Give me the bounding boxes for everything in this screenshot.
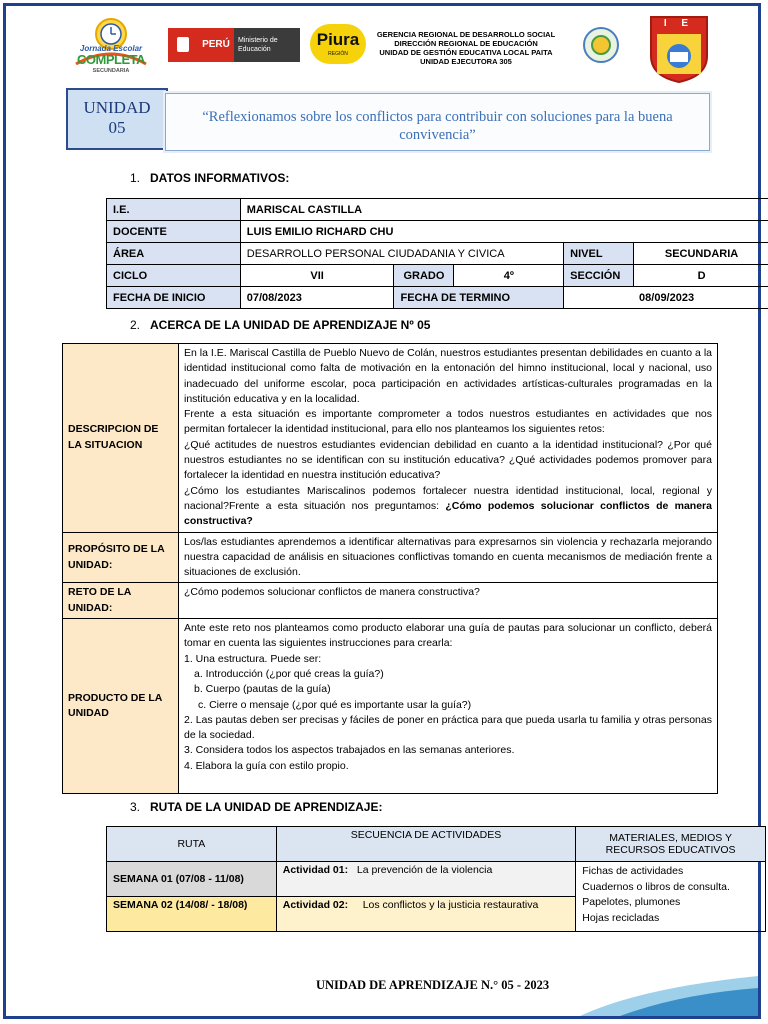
area-value: DESARROLLO PERSONAL CIUDADANIA Y CIVICA: [240, 243, 563, 265]
section-title: ACERCA DE LA UNIDAD DE APRENDIZAJE Nº 05: [150, 318, 431, 332]
regional-seal-icon: [582, 26, 620, 64]
ciclo-label: CICLO: [107, 265, 241, 287]
peru-label: PERÚ: [198, 28, 234, 62]
producto-line: 2. Las pautas deben ser precisas y fáciles de poner en práctica para que pueda usarla tu familia y otras personas de la sociedad.: [184, 713, 712, 742]
col-materiales: MATERIALES, MEDIOS Y RECURSOS EDUCATIVOS: [576, 827, 766, 862]
unit-label: UNIDAD: [83, 98, 151, 117]
fecha-inicio-value: 07/08/2023: [240, 287, 394, 309]
table-row: [63, 532, 718, 583]
ie-value: MARISCAL CASTILLA: [240, 199, 768, 221]
fecha-termino-value: 08/09/2023: [564, 287, 768, 309]
shield-letters: I E: [663, 18, 695, 29]
material-item: Papelotes, plumones: [582, 896, 681, 908]
footer-text: UNIDAD DE APRENDIZAJE N.° 05 - 2023: [316, 978, 550, 992]
section-3-heading: [130, 800, 382, 814]
proposito-text: Los/las estudiantes aprendemos a identificar alternativas para expresarnos sin violencia y rechazarla mejorando nuestra capacidad de análisis en situaciones conflictivas tomando en cuenta mecanismos de mediación frente a situaciones de exclusión.: [179, 532, 718, 583]
fecha-termino-label: FECHA DE TERMINO: [394, 287, 564, 309]
peru-ministerio-logo: [168, 28, 300, 62]
jornada-sub-text: SECUNDARIA: [92, 68, 130, 74]
producto-cell: [179, 619, 718, 794]
grado-value: 4º: [454, 265, 564, 287]
table-row: [107, 287, 768, 309]
material-item: Fichas de actividades: [582, 865, 684, 877]
unit-title: “Reflexionamos sobre los conflictos para contribuir con soluciones para la buena convivencia”: [202, 109, 673, 143]
table-row: [107, 221, 768, 243]
docente-value: LUIS EMILIO RICHARD CHU: [240, 221, 768, 243]
section-1-heading: [130, 171, 289, 185]
descripcion-paragraph: Frente a esta situación es importante comprometer a todos nuestros estudiantes en actividades que nos permitan fortalecer la identidad institucional, para ello nos planteamos los siguientes retos:: [184, 408, 712, 436]
producto-line: a. Introducción (¿por qué creas la guía?): [194, 667, 384, 680]
descripcion-paragraph: En la I.E. Mariscal Castilla de Pueblo Nuevo de Colán, nuestros estudiantes presentan debilidades en cuanto a la identidad institucional como falta de motivación en la entonación del himno institucional, local y nacional, uso inadecuado del uniforme escolar, poca participación en actividades artísticas-culturales programadas en la institución educativa y en la localidad.: [184, 347, 712, 405]
actividad-text: Los conflictos y la justicia restaurativa: [362, 899, 539, 911]
producto-line: 4. Elabora la guía con estilo propio.: [184, 759, 349, 772]
producto-line: b. Cuerpo (pautas de la guía): [194, 683, 331, 696]
peru-shield-icon: [168, 28, 198, 62]
table-row: [63, 619, 718, 794]
grado-label: GRADO: [394, 265, 454, 287]
gerencia-line: GERENCIA REGIONAL DE DESARROLLO SOCIAL: [376, 30, 556, 39]
fecha-inicio-label: FECHA DE INICIO: [107, 287, 241, 309]
jornada-escolar-logo: [70, 14, 152, 78]
producto-intro: Ante este reto nos planteamos como producto elaborar una guía de pautas para solucionar un conflicto, deberá tomar en cuenta las siguientes instrucciones para crearla:: [184, 622, 712, 650]
producto-line: c. Cierre o mensaje (¿por qué es importante usar la guía?): [198, 698, 472, 711]
jornada-main-text: COMPLETA: [77, 52, 145, 67]
actividad-text: La prevención de la violencia: [356, 864, 493, 876]
area-label: ÁREA: [107, 243, 241, 265]
ruta-table: [106, 826, 766, 932]
gerencia-text: [366, 30, 566, 66]
nivel-label: NIVEL: [564, 243, 634, 265]
section-2-heading: [130, 318, 430, 332]
datos-informativos-table: [106, 198, 768, 309]
section-number: 1.: [130, 171, 141, 185]
ie-label: I.E.: [107, 199, 241, 221]
piura-sub: REGIÓN: [328, 51, 348, 57]
gerencia-line: UNIDAD DE GESTIÓN EDUCATIVA LOCAL PAITA: [379, 48, 553, 57]
descripcion-label: DESCRIPCION DE LA SITUACION: [63, 344, 179, 533]
producto-line: 3. Considera todos los aspectos trabajados en las semanas anteriores.: [184, 744, 515, 757]
section-title: RUTA DE LA UNIDAD DE APRENDIZAJE:: [150, 800, 383, 814]
descripcion-cell: [179, 344, 718, 533]
school-shield-icon: [648, 14, 710, 84]
section-number: 3.: [130, 800, 141, 814]
col-secuencia: SECUENCIA DE ACTIVIDADES: [276, 827, 576, 862]
gerencia-line: UNIDAD EJECUTORA 305: [420, 57, 512, 66]
unit-number: 05: [108, 118, 126, 137]
reto-label: RETO DE LA UNIDAD:: [63, 583, 179, 619]
descripcion-paragraph: [184, 484, 712, 530]
materiales-cell: [576, 862, 766, 932]
piura-label: Piura: [316, 30, 360, 49]
table-row: [107, 199, 768, 221]
semana-2: SEMANA 02 (14/08/ - 18/08): [107, 897, 277, 932]
producto-label: PRODUCTO DE LA UNIDAD: [63, 619, 179, 794]
col-ruta: RUTA: [107, 827, 277, 862]
nivel-value: SECUNDARIA: [634, 243, 768, 265]
seccion-value: D: [634, 265, 768, 287]
actividad-2: [276, 897, 576, 932]
ciclo-value: VII: [240, 265, 394, 287]
table-row: [107, 243, 768, 265]
section-title: DATOS INFORMATIVOS:: [150, 171, 290, 185]
table-row: [107, 862, 766, 897]
reto-text: ¿Cómo podemos solucionar conflictos de manera constructiva?: [179, 583, 718, 619]
table-row: [107, 265, 768, 287]
material-item: Cuadernos o libros de consulta.: [582, 880, 730, 893]
acerca-unidad-table: [62, 343, 718, 794]
descripcion-text: ¿Cómo los estudiantes Mariscalinos podemos fortalecer nuestra identidad institucional, local, regional y nacional?Frente a esta situación nos preguntamos:: [184, 484, 712, 512]
descripcion-bold-question: ¿Cómo podemos solucionar conflictos de manera constructiva?: [184, 499, 712, 528]
unit-number-box: [66, 88, 168, 150]
table-row: [63, 583, 718, 619]
table-row: [63, 344, 718, 533]
producto-line: 1. Una estructura. Puede ser:: [184, 652, 322, 665]
ministerio-label: Ministerio de Educación: [234, 28, 300, 62]
actividad-label: Actividad 01:: [282, 864, 349, 876]
footer-wave-decoration: [580, 968, 758, 1016]
actividad-1: [276, 862, 576, 897]
jornada-top-text: Jornada Escolar: [79, 44, 143, 53]
docente-label: DOCENTE: [107, 221, 241, 243]
table-row: [107, 827, 766, 862]
gerencia-line: DIRECCIÓN REGIONAL DE EDUCACIÓN: [394, 39, 538, 48]
actividad-label: Actividad 02:: [282, 899, 349, 911]
piura-region-logo: [310, 24, 366, 66]
proposito-label: PROPÓSITO DE LA UNIDAD:: [63, 532, 179, 583]
seccion-label: SECCIÓN: [564, 265, 634, 287]
descripcion-paragraph: ¿Qué actitudes de nuestros estudiantes evidencian debilidad en cuanto a la identidad institucional? ¿Por qué nuestros estudiantes no se identifican con su institución educativa? ¿Qué actividades podemos promover para fortalecer la identidad en nuestra institución educativa?: [184, 438, 712, 482]
section-number: 2.: [130, 318, 141, 332]
semana-1: SEMANA 01 (07/08 - 11/08): [107, 862, 277, 897]
material-item: Hojas recicladas: [582, 911, 660, 924]
